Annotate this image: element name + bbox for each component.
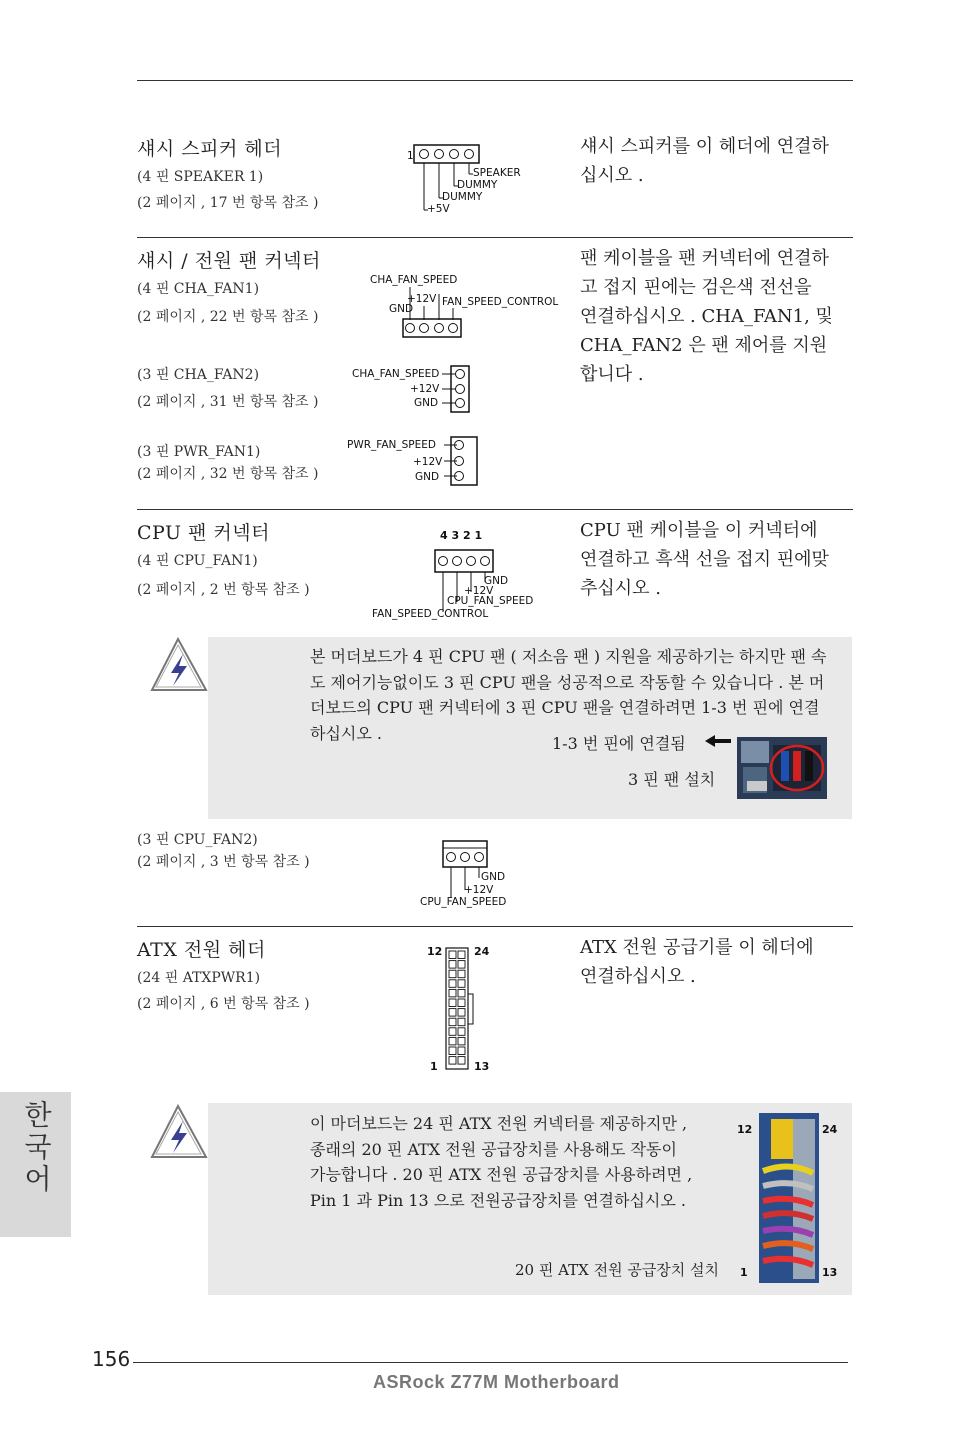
atx-pin <box>458 1047 465 1055</box>
chafan1-label-12v: +12V <box>407 293 437 305</box>
speaker-pin-info: (4 핀 SPEAKER 1) <box>137 169 264 185</box>
note1-text: 본 머더보드가 4 핀 CPU 팬 ( 저소음 팬 ) 지원을 제공하기는 하지만 팬 속 도 제어기능없이도 3 핀 CPU 팬을 성공적으로 작동할 수 있습니다 . 본 머 더보드의 CPU 팬 커넥터에 3 핀 CPU 팬을 연결하려면 1-3 번 핀에 연결 하십시오 . <box>310 647 827 743</box>
chafan1-pin-info: (4 핀 CHA_FAN1) <box>137 281 260 297</box>
chafan1-page-ref: (2 페이지 , 22 번 항목 참조 ) <box>137 309 319 325</box>
speaker-label-dummy-2: DUMMY <box>442 191 483 203</box>
atx-pin <box>449 970 456 978</box>
chafan1-label-control: FAN_SPEED_CONTROL <box>442 296 559 308</box>
pwrfan1-label-speed: PWR_FAN_SPEED <box>347 439 436 451</box>
atx-photo-label-24: 24 <box>822 1123 838 1136</box>
speaker-label-dummy-1: DUMMY <box>457 179 498 191</box>
atx-pin <box>458 1057 465 1065</box>
atx-pin <box>458 980 465 988</box>
cpufan1-pin-info: (4 핀 CPU_FAN1) <box>137 553 258 569</box>
atx-label-1: 1 <box>430 1060 438 1073</box>
atx-pin <box>449 1057 456 1065</box>
atx-page-ref: (2 페이지 , 6 번 항목 참조 ) <box>137 996 310 1012</box>
atx-pin <box>458 989 465 997</box>
note1-caption-pins: 1-3 번 핀에 연결됨 <box>552 734 686 753</box>
cpufan2-diagram <box>415 838 515 910</box>
atx-pin <box>458 999 465 1007</box>
note1-caption-install: 3 핀 팬 설치 <box>628 770 716 789</box>
pwrfan1-label-gnd: GND <box>415 471 440 483</box>
cpufan2-page-ref: (2 페이지 , 3 번 항목 참조 ) <box>137 854 310 870</box>
cpufan1-label-gnd: GND <box>484 575 509 587</box>
atx-pin <box>458 970 465 978</box>
atx-photo-label-12: 12 <box>737 1123 753 1136</box>
chafan1-label-speed: CHA_FAN_SPEED <box>370 274 458 286</box>
cpufan2-label-12v: +12V <box>464 884 494 896</box>
speaker-title: 섀시 스피커 헤더 <box>137 138 283 160</box>
atx-pin <box>449 1009 456 1017</box>
atx-pin <box>449 951 456 959</box>
section-rule <box>137 237 853 238</box>
atx-label-12: 12 <box>427 945 443 958</box>
cpufan1-label-12v: +12V <box>464 585 494 597</box>
atx-photo-label-1: 1 <box>740 1266 748 1279</box>
pwrfan1-page-ref: (2 페이지 , 32 번 항목 참조 ) <box>137 466 319 482</box>
footer-rule <box>133 1362 848 1363</box>
cpufan2-label-gnd: GND <box>481 871 506 883</box>
speaker-description: 섀시 스피커를 이 헤더에 연결하 십시오 . <box>580 136 829 186</box>
atx-pin-info: (24 핀 ATXPWR1) <box>137 970 261 986</box>
cpufan1-label-speed: CPU_FAN_SPEED <box>447 595 534 607</box>
note2-text: 이 마더보드는 24 핀 ATX 전원 커넥터를 제공하지만 , 종래의 20 핀 ATX 전원 공급장치를 사용해도 작동이 가능합니다 . 20 핀 ATX 전원 공급장치를 사용하려면 , Pin 1 과 Pin 13 으로 전원공급장치를 연결하십시오 . <box>310 1114 693 1210</box>
warning-icon <box>149 636 209 694</box>
atx-label-24: 24 <box>474 945 490 958</box>
footer-product-name: ASRock Z77M Motherboard <box>373 1372 620 1392</box>
atx-pin <box>458 961 465 969</box>
atx-pin <box>449 1018 456 1025</box>
speaker-label-speaker: SPEAKER <box>473 167 521 179</box>
atx-label-13: 13 <box>474 1060 490 1073</box>
chafan2-label-12v: +12V <box>410 383 440 395</box>
atx-description: ATX 전원 공급기를 이 헤더에 연결하십시오 . <box>580 937 814 987</box>
atx-pin <box>449 980 456 988</box>
chafan-title: 섀시 / 전원 팬 커넥터 <box>137 250 321 272</box>
atx-install-photo <box>735 1111 840 1286</box>
speaker-pin1-label: 1 <box>407 150 414 162</box>
cpufan-title: CPU 팬 커넥터 <box>137 522 270 544</box>
cpufan2-label-speed: CPU_FAN_SPEED <box>420 896 507 908</box>
language-side-tab <box>0 1092 71 1237</box>
atx-pin <box>449 989 456 997</box>
atx-pin <box>458 1009 465 1017</box>
speaker-label-5v: +5V <box>427 203 450 215</box>
atx-photo-label-13: 13 <box>822 1266 838 1279</box>
atx-pin <box>458 951 465 959</box>
page-number: 156 <box>92 1347 131 1371</box>
chafan2-diagram <box>350 362 490 416</box>
chafan2-pin-info: (3 핀 CHA_FAN2) <box>137 367 260 383</box>
chafan2-label-speed: CHA_FAN_SPEED <box>352 368 440 380</box>
speaker-page-ref: (2 페이지 , 17 번 항목 참조 ) <box>137 195 319 211</box>
cpufan1-diagram <box>370 526 545 622</box>
atx-diagram <box>420 940 500 1075</box>
atx-pin <box>458 1028 465 1036</box>
language-label: 한국어 <box>20 1100 53 1196</box>
chafan2-label-gnd: GND <box>414 397 439 409</box>
atx-pin <box>449 961 456 969</box>
cpufan1-label-control: FAN_SPEED_CONTROL <box>372 608 489 620</box>
cpufan2-pin-info: (3 핀 CPU_FAN2) <box>137 832 258 848</box>
pwrfan1-pin-info: (3 핀 PWR_FAN1) <box>137 444 261 460</box>
chafan1-label-gnd: GND <box>389 303 414 315</box>
top-rule <box>137 80 853 81</box>
speaker-header-diagram <box>405 140 535 218</box>
section-rule <box>137 509 853 510</box>
pwrfan1-diagram <box>345 433 490 489</box>
chafan1-diagram <box>365 270 575 345</box>
atx-pin <box>449 1047 456 1055</box>
atx-title: ATX 전원 헤더 <box>137 939 266 961</box>
note2-caption: 20 핀 ATX 전원 공급장치 설치 <box>515 1261 720 1279</box>
atx-pin <box>449 1028 456 1036</box>
atx-pin <box>458 1018 465 1025</box>
cpufan-description: CPU 팬 케이블을 이 커넥터에 연결하고 흑색 선을 접지 핀에맞 추십시오 . <box>580 520 829 599</box>
warning-icon <box>149 1103 209 1161</box>
section-rule <box>137 926 853 927</box>
fan-install-photo <box>737 737 827 799</box>
cpufan1-page-ref: (2 페이지 , 2 번 항목 참조 ) <box>137 582 310 598</box>
atx-pin <box>449 1037 456 1045</box>
atx-pin <box>458 1037 465 1045</box>
chafan-description: 팬 케이블을 팬 커넥터에 연결하 고 접지 핀에는 검은색 전선을 연결하십시오 . CHA_FAN1, 및 CHA_FAN2 은 팬 제어를 지원 합니다 . <box>580 248 833 385</box>
cpufan1-pin-numbers: 4 3 2 1 <box>440 529 483 542</box>
chafan2-page-ref: (2 페이지 , 31 번 항목 참조 ) <box>137 394 319 410</box>
atx-pin <box>449 999 456 1007</box>
arrow-left-icon <box>703 733 733 749</box>
pwrfan1-label-12v: +12V <box>413 456 443 468</box>
